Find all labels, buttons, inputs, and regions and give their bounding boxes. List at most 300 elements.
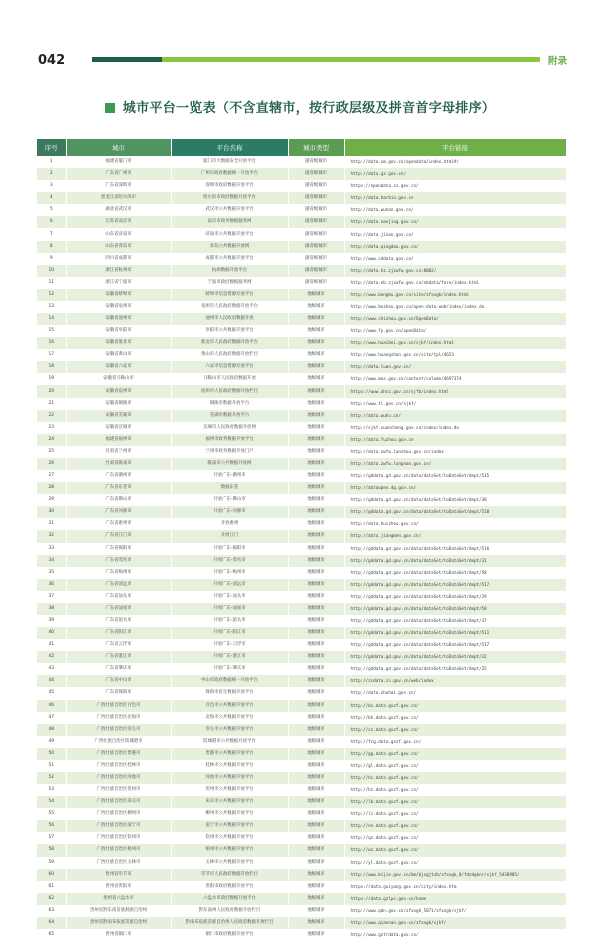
cell-platform-name: 开放广东-揭阳市: [171, 543, 288, 555]
cell-city-type: 地级城市: [288, 929, 344, 941]
cell-link[interactable]: http://gddata.gd.gov.cn/data/dataSet/toDataSet/dept/50: [344, 603, 566, 615]
cell-city: 贵州省六盘水市: [66, 893, 171, 905]
cell-city: 广东省深圳市: [66, 180, 171, 192]
cell-city: 安徽省马鞍山市: [66, 373, 171, 385]
cell-link[interactable]: http://gddata.gd.gov.cn/data/dataSet/toDataSet/dept/511: [344, 627, 566, 639]
cell-link[interactable]: http://gddata.gd.gov.cn/data/dataSet/toDataSet/dept/25: [344, 663, 566, 675]
cell-link[interactable]: http://data.zwfw.lanzhou.gov.cn/index: [344, 446, 566, 458]
table-row: [37, 337, 566, 349]
cell-city: 江苏省南京市: [66, 216, 171, 228]
cell-city-type: 副省级城市: [288, 216, 344, 228]
cell-platform-name: 黔东南州人民政府数据开放栏目: [171, 905, 288, 917]
cell-link[interactable]: http://data.fuzhou.gov.cn: [344, 434, 566, 446]
cell-index: 31: [37, 518, 66, 530]
cell-city: 浙江省宁波市: [66, 277, 171, 289]
cell-link[interactable]: http://sjkf.xuancheng.gov.cn/index/index.do: [344, 422, 566, 434]
cell-index: 54: [37, 796, 66, 808]
cell-platform-name: 开放广东-清远市: [171, 579, 288, 591]
cell-city-type: 地级城市: [288, 325, 344, 337]
cell-index: 24: [37, 434, 66, 446]
cell-platform-name: 桂林市公共数据开放平台: [171, 760, 288, 772]
cell-index: 48: [37, 724, 66, 736]
table-row: [37, 543, 566, 555]
cell-index: 19: [37, 373, 66, 385]
cell-link[interactable]: http://gg.data.gxzf.gov.cn/: [344, 748, 566, 760]
table-row: [37, 349, 566, 361]
cell-city: 广东省东莞市: [66, 482, 171, 494]
cell-index: 25: [37, 446, 66, 458]
page-header: [0, 48, 600, 72]
cell-city: 安徽省宿州市: [66, 385, 171, 397]
cell-city: 广西壮族自治区南宁市: [66, 820, 171, 832]
cell-platform-name: 贵阳市政府数据开放平台: [171, 881, 288, 893]
table-row: [37, 301, 566, 313]
cell-index: 16: [37, 337, 66, 349]
cell-index: 49: [37, 736, 66, 748]
cell-index: 30: [37, 506, 66, 518]
cell-platform-name: 兰州市政务数据开放门户: [171, 446, 288, 458]
cell-platform-name: 铜陵市数据开放平台: [171, 398, 288, 410]
cell-link[interactable]: http://gddata.gd.gov.cn/data/dataSet/toDataSet/dept/37: [344, 615, 566, 627]
table-row: [37, 204, 566, 216]
cell-index: 63: [37, 905, 66, 917]
cell-link[interactable]: http://www.gztrdata.gov.cn/: [344, 929, 566, 941]
cell-city: 安徽省亳州市: [66, 301, 171, 313]
cell-city: 广东省河源市: [66, 506, 171, 518]
cell-link[interactable]: http://data.wuhu.cn/: [344, 410, 566, 422]
cell-platform-name: 玉林市公共数据开放平台: [171, 857, 288, 869]
cell-link[interactable]: http://fcg.data.gxzf.gov.cn/: [344, 736, 566, 748]
cell-link[interactable]: http://qz.data.gxzf.gov.cn/: [344, 832, 566, 844]
cell-link[interactable]: http://lb.data.gxzf.gov.cn/: [344, 796, 566, 808]
table-title-row: [0, 97, 600, 116]
cell-city: 山东省济南市: [66, 228, 171, 240]
table-row: [37, 700, 566, 712]
cell-link[interactable]: http://data.harbin.gov.cn: [344, 192, 566, 204]
table-row: [37, 398, 566, 410]
table-row: [37, 893, 566, 905]
cell-index: 42: [37, 651, 66, 663]
cell-city: 广东省汕尾市: [66, 603, 171, 615]
cell-city: 广东省梅州市: [66, 567, 171, 579]
cell-platform-name: 蚌埠市信息资源开放平台: [171, 289, 288, 301]
table-row: [37, 313, 566, 325]
cell-index: 8: [37, 241, 66, 253]
cell-city-type: 副省级城市: [288, 253, 344, 265]
cell-city-type: 地级城市: [288, 470, 344, 482]
header-rule-light: [162, 57, 540, 62]
cell-index: 33: [37, 543, 66, 555]
cell-platform-name: 厦门市大数据安全开放平台: [171, 156, 288, 168]
cell-platform-name: 济南市公共数据开放平台: [171, 228, 288, 240]
cell-platform-name: 南宁市公共数据开放平台: [171, 820, 288, 832]
cell-link[interactable]: http://data.jiangmen.gov.cn/: [344, 530, 566, 542]
cell-index: 26: [37, 458, 66, 470]
cell-link[interactable]: http://gl.data.gxzf.gov.cn/: [344, 760, 566, 772]
cell-link[interactable]: https://opendata.sz.gov.cn/: [344, 180, 566, 192]
cell-city-type: 副省级城市: [288, 228, 344, 240]
cell-platform-name: 开放广东-潮州市: [171, 470, 288, 482]
cell-link[interactable]: http://cz.data.gxzf.gov.cn/: [344, 724, 566, 736]
table-row: [37, 796, 566, 808]
cell-platform-name: 北海市公共数据开放平台: [171, 712, 288, 724]
cell-link[interactable]: http://dataopen.dg.gov.cn/: [344, 482, 566, 494]
cell-city-type: 地级城市: [288, 627, 344, 639]
cell-platform-name: 河池市公共数据开放平台: [171, 772, 288, 784]
cell-city-type: 副省级城市: [288, 204, 344, 216]
cell-city-type: 地级城市: [288, 736, 344, 748]
table-row: [37, 615, 566, 627]
cell-index: 13: [37, 301, 66, 313]
table-row: [37, 228, 566, 240]
cell-city: 贵州省黔东南苗族侗族自治州: [66, 905, 171, 917]
cell-index: 21: [37, 398, 66, 410]
cell-index: 11: [37, 277, 66, 289]
cell-index: 1: [37, 156, 66, 168]
cell-city-type: 地级城市: [288, 458, 344, 470]
table-row: [37, 192, 566, 204]
cell-link[interactable]: http://www.bengbu.gov.cn/site/zfxxgk/index.html: [344, 289, 566, 301]
cell-link[interactable]: https://data.guiyang.gov.cn/city/index.htm: [344, 881, 566, 893]
cell-platform-name: 铜仁市政府数据开放平台: [171, 929, 288, 941]
cell-link[interactable]: http://www.bijie.gov.cn/bm/bjsgjtzb/zfxxgk_0/fdzdgknr/sjkf_5438985/: [344, 869, 566, 881]
cell-city: 广东省云浮市: [66, 639, 171, 651]
table-row: [37, 820, 566, 832]
cell-city: 安徽省池州市: [66, 313, 171, 325]
table-row: [37, 772, 566, 784]
table-row: [37, 506, 566, 518]
cell-city: 广西壮族自治区玉林市: [66, 857, 171, 869]
cell-platform-name: 福州市政务数据开放平台: [171, 434, 288, 446]
cell-city: 安徽省阜阳市: [66, 325, 171, 337]
cell-index: 56: [37, 820, 66, 832]
cell-link[interactable]: http://gddata.gd.gov.cn/data/dataSet/toDataSet/dept/31: [344, 555, 566, 567]
cell-city-type: 地级城市: [288, 869, 344, 881]
table-row: [37, 265, 566, 277]
cell-platform-name: 马鞍山市人民政府数据开放: [171, 373, 288, 385]
cell-city-type: 地级城市: [288, 494, 344, 506]
cell-index: 60: [37, 869, 66, 881]
cell-city-type: 地级城市: [288, 748, 344, 760]
cell-city-type: 地级城市: [288, 615, 344, 627]
cell-city: 安徽省芜湖市: [66, 410, 171, 422]
cell-link[interactable]: http://www.tl.gov.cn/sjkf/: [344, 398, 566, 410]
cell-platform-name: 防城港市公共数据开放平台: [171, 736, 288, 748]
table-row: [37, 325, 566, 337]
cell-platform-name: 宿州市人民政府数据开放栏目: [171, 385, 288, 397]
table-row: [37, 675, 566, 687]
cell-platform-name: 黄山市人民政府数据开放栏目: [171, 349, 288, 361]
cell-index: 15: [37, 325, 66, 337]
title-square-icon: [105, 103, 115, 113]
cell-link[interactable]: http://data.zhuhai.gov.cn/: [344, 687, 566, 699]
cell-index: 2: [37, 168, 66, 180]
cell-platform-name: 珠海市民生数据开放平台: [171, 687, 288, 699]
cell-link[interactable]: http://www.huaibei.gov.cn/sjkf/index.html: [344, 337, 566, 349]
cell-link[interactable]: http://nn.data.gxzf.gov.cn/: [344, 820, 566, 832]
table-row: [37, 434, 566, 446]
cell-link[interactable]: http://bs.data.gxzf.gov.cn/: [344, 700, 566, 712]
table-row: [37, 361, 566, 373]
table-row: [37, 651, 566, 663]
table-row: [37, 603, 566, 615]
cell-index: 35: [37, 567, 66, 579]
cell-platform-name: 六盘水市政府数据开放平台: [171, 893, 288, 905]
cell-platform-name: 柳州市公共数据开放平台: [171, 808, 288, 820]
cell-city-type: 地级城市: [288, 591, 344, 603]
cell-platform-name: 杭州数据开放平台: [171, 265, 288, 277]
header-cell-city-type: 城市类型: [288, 139, 344, 156]
cell-index: 23: [37, 422, 66, 434]
cell-city: 广东省江门市: [66, 530, 171, 542]
cell-city-type: 地级城市: [288, 905, 344, 917]
cell-city-type: 地级城市: [288, 857, 344, 869]
cell-city-type: 地级城市: [288, 579, 344, 591]
cell-platform-name: 六安市信息资源开放平台: [171, 361, 288, 373]
table-row: [37, 446, 566, 458]
cell-link[interactable]: http://data.wuhan.gov.cn/: [344, 204, 566, 216]
cell-link[interactable]: http://data.zwfw.longnan.gov.cn/: [344, 458, 566, 470]
cell-platform-name: 亳州市人民政府数据开放平台: [171, 301, 288, 313]
cell-city: 广东省广州市: [66, 168, 171, 180]
cell-index: 58: [37, 844, 66, 856]
cell-index: 51: [37, 760, 66, 772]
cell-platform-name: 武汉市公共数据开放平台: [171, 204, 288, 216]
cell-index: 43: [37, 663, 66, 675]
cell-city-type: 地级城市: [288, 518, 344, 530]
cell-platform-name: 池州市人民政府数据开放: [171, 313, 288, 325]
cell-platform-name: 广州市政府数据统一开放平台: [171, 168, 288, 180]
table-row: [37, 639, 566, 651]
cell-city-type: 地级城市: [288, 687, 344, 699]
cell-link[interactable]: http://data.huizhou.gov.cn/: [344, 518, 566, 530]
cell-link[interactable]: https://data.gzlps.gov.cn/home: [344, 893, 566, 905]
cell-link[interactable]: http://gddata.gd.gov.cn/data/dataSet/toDataSet/dept/517: [344, 639, 566, 651]
table-row: [37, 289, 566, 301]
cell-link[interactable]: http://gddata.gd.gov.cn/data/dataSet/toDataSet/dept/517: [344, 579, 566, 591]
cell-platform-name: 哈尔滨市政府数据开放平台: [171, 192, 288, 204]
cell-link[interactable]: http://gddata.gd.gov.cn/data/dataSet/toDataSet/dept/32: [344, 651, 566, 663]
cell-link[interactable]: http://www.chizhou.gov.cn/OpenData/: [344, 313, 566, 325]
cell-city-type: 地级城市: [288, 506, 344, 518]
cell-index: 59: [37, 857, 66, 869]
table-row: [37, 748, 566, 760]
cell-city-type: 地级城市: [288, 543, 344, 555]
cell-link[interactable]: http://data.hz.zjzwfw.gov.cn:8082/: [344, 265, 566, 277]
table-row: [37, 482, 566, 494]
table-row: [37, 784, 566, 796]
cell-city: 广西壮族自治区桂林市: [66, 760, 171, 772]
cell-city: 湖北省武汉市: [66, 204, 171, 216]
cell-link[interactable]: http://hc.data.gxzf.gov.cn/: [344, 772, 566, 784]
cell-city: 广西壮族自治区北海市: [66, 712, 171, 724]
cell-link[interactable]: http://data.luan.gov.cn/: [344, 361, 566, 373]
cell-city-type: 地级城市: [288, 675, 344, 687]
table-row: [37, 917, 566, 929]
cell-platform-name: 青岛公共数据开放网: [171, 241, 288, 253]
cell-city-type: 地级城市: [288, 881, 344, 893]
cell-city-type: 地级城市: [288, 893, 344, 905]
cell-city-type: 地级城市: [288, 313, 344, 325]
cell-link[interactable]: http://yl.data.gxzf.gov.cn/: [344, 857, 566, 869]
cell-index: 39: [37, 615, 66, 627]
cell-link[interactable]: http://www.cddata.gov.cn/: [344, 253, 566, 265]
cell-link[interactable]: https://www.ahsz.gov.cn/sjfb/index.html: [344, 385, 566, 397]
cell-index: 28: [37, 482, 66, 494]
cell-platform-name: 开放广东-汕尾市: [171, 603, 288, 615]
cell-platform-name: 阜阳市公共数据开放平台: [171, 325, 288, 337]
cell-index: 45: [37, 687, 66, 699]
cell-city-type: 地级城市: [288, 651, 344, 663]
cell-platform-name: 成都市公共数据开放平台: [171, 253, 288, 265]
cell-link[interactable]: http://bh.data.gxzf.gov.cn/: [344, 712, 566, 724]
cell-city: 广西壮族自治区柳州市: [66, 808, 171, 820]
cell-index: 57: [37, 832, 66, 844]
cell-link[interactable]: http://www.fy.gov.cn/openData/: [344, 325, 566, 337]
cell-link[interactable]: http://www.bozhou.gov.cn/open-data-web/index/index.do: [344, 301, 566, 313]
cell-link[interactable]: http://gddata.gd.gov.cn/data/dataSet/toDataSet/dept/38: [344, 494, 566, 506]
cell-city: 贵州省铜仁市: [66, 929, 171, 941]
cell-index: 47: [37, 712, 66, 724]
table-row: [37, 724, 566, 736]
cell-city: 甘肃省陇南市: [66, 458, 171, 470]
cell-platform-name: 开放广东-佛山市: [171, 494, 288, 506]
cell-platform-name: 宣城市人民政府数据开放网: [171, 422, 288, 434]
cell-link[interactable]: http://gddata.gd.gov.cn/data/dataSet/toDataSet/dept/510: [344, 506, 566, 518]
cell-city: 广东省揭阳市: [66, 543, 171, 555]
cell-platform-name: 淮北市人民政府数据开放平台: [171, 337, 288, 349]
table-row: [37, 857, 566, 869]
cell-link[interactable]: http://gddata.gd.gov.cn/data/dataSet/toDataSet/dept/515: [344, 470, 566, 482]
table-row: [37, 844, 566, 856]
cell-city-type: 地级城市: [288, 832, 344, 844]
cell-city-type: 地级城市: [288, 555, 344, 567]
cell-platform-name: 宁波市政府数据服务网: [171, 277, 288, 289]
header-rule-dark: [92, 57, 162, 62]
table-row: [37, 869, 566, 881]
cell-platform-name: 开放广东-韶关市: [171, 615, 288, 627]
cell-city-type: 地级城市: [288, 530, 344, 542]
cell-link[interactable]: http://gddata.gd.gov.cn/data/dataSet/toDataSet/dept/516: [344, 543, 566, 555]
cell-city: 四川省成都市: [66, 253, 171, 265]
table-row: [37, 530, 566, 542]
cell-index: 62: [37, 893, 66, 905]
cell-city-type: 副省级城市: [288, 265, 344, 277]
cell-city-type: 地级城市: [288, 820, 344, 832]
header-cell-platform: 平台名称: [171, 139, 288, 156]
cell-link[interactable]: http://gddata.gd.gov.cn/data/dataSet/toDataSet/dept/58: [344, 567, 566, 579]
cell-city: 安徽省宣城市: [66, 422, 171, 434]
cell-link[interactable]: http://lz.data.gxzf.gov.cn/: [344, 808, 566, 820]
cell-link[interactable]: http://www.huangshan.gov.cn/site/tpl/4653: [344, 349, 566, 361]
cell-city: 广东省清远市: [66, 579, 171, 591]
cell-platform-name: 崇左市公共数据开放平台: [171, 724, 288, 736]
cell-city-type: 地级城市: [288, 482, 344, 494]
cell-index: 44: [37, 675, 66, 687]
cell-link[interactable]: http://data.qingdao.gov.cn/: [344, 241, 566, 253]
cell-index: 40: [37, 627, 66, 639]
cell-index: 38: [37, 603, 66, 615]
cell-city-type: 副省级城市: [288, 168, 344, 180]
cell-platform-name: 开放广东-湛江市: [171, 651, 288, 663]
city-platform-table: [37, 139, 567, 941]
cell-city: 浙江省杭州市: [66, 265, 171, 277]
header-cell-index: 序号: [37, 139, 66, 156]
cell-index: 46: [37, 700, 66, 712]
cell-index: 50: [37, 748, 66, 760]
header-cell-city: 城市: [66, 139, 171, 156]
cell-city-type: 地级城市: [288, 373, 344, 385]
table-row: [37, 458, 566, 470]
cell-city-type: 地级城市: [288, 385, 344, 397]
cell-city: 广东省佛山市: [66, 494, 171, 506]
cell-index: 53: [37, 784, 66, 796]
cell-city: 广东省韶关市: [66, 615, 171, 627]
table-row: [37, 591, 566, 603]
cell-platform-name: 开放广东-梅州市: [171, 567, 288, 579]
cell-city: 甘肃省兰州市: [66, 446, 171, 458]
cell-index: 41: [37, 639, 66, 651]
cell-link[interactable]: http://www.qiannan.gov.cn/zfxxgk/sjkf/: [344, 917, 566, 929]
cell-city-type: 副省级城市: [288, 192, 344, 204]
cell-link[interactable]: http://data.nanjing.gov.cn/: [344, 216, 566, 228]
cell-link[interactable]: http://data.gz.gov.cn/: [344, 168, 566, 180]
cell-city: 安徽省淮北市: [66, 337, 171, 349]
cell-city: 广西壮族自治区钦州市: [66, 832, 171, 844]
cell-index: 10: [37, 265, 66, 277]
cell-city: 贵州省毕节市: [66, 869, 171, 881]
table-row: [37, 736, 566, 748]
cell-city: 广西壮族自治区百色市: [66, 700, 171, 712]
cell-city: 贵州省贵阳市: [66, 881, 171, 893]
cell-index: 34: [37, 555, 66, 567]
cell-city: 广西壮族自治区崇左市: [66, 724, 171, 736]
cell-city-type: 地级城市: [288, 917, 344, 929]
table-row: [37, 627, 566, 639]
cell-index: 64: [37, 917, 66, 929]
cell-platform-name: 开放惠州: [171, 518, 288, 530]
cell-platform-name: 贵港市公共数据开放平台: [171, 748, 288, 760]
cell-city: 广东省潮州市: [66, 470, 171, 482]
cell-city: 安徽省铜陵市: [66, 398, 171, 410]
cell-link[interactable]: http://data.nb.zjzwfw.gov.cn/nbdata/fore/index.html: [344, 277, 566, 289]
cell-city-type: 地级城市: [288, 434, 344, 446]
cell-link[interactable]: http://zsdata.zs.gov.cn/web/index: [344, 675, 566, 687]
cell-city: 广东省阳江市: [66, 627, 171, 639]
cell-link[interactable]: http://www.qdn.gov.cn/zfxxgk_5871/zfxxgk/sjkf/: [344, 905, 566, 917]
cell-link[interactable]: http://wz.data.gxzf.gov.cn/: [344, 844, 566, 856]
cell-index: 18: [37, 361, 66, 373]
cell-link[interactable]: http://hz.data.gxzf.gov.cn/: [344, 784, 566, 796]
cell-platform-name: 芜湖市数据开放平台: [171, 410, 288, 422]
table-row: [37, 518, 566, 530]
cell-city: 广东省中山市: [66, 675, 171, 687]
cell-city-type: 地级城市: [288, 349, 344, 361]
cell-platform-name: 深圳市政府数据开放平台: [171, 180, 288, 192]
cell-link[interactable]: http://gddata.gd.gov.cn/data/dataSet/toDataSet/dept/29: [344, 591, 566, 603]
cell-city: 广西壮族自治区河池市: [66, 772, 171, 784]
cell-city-type: 地级城市: [288, 844, 344, 856]
cell-city: 广东省肇庆市: [66, 663, 171, 675]
cell-link[interactable]: http://www.mas.gov.cn/content/column/4697374: [344, 373, 566, 385]
cell-index: 9: [37, 253, 66, 265]
cell-index: 3: [37, 180, 66, 192]
page-title: 城市平台一览表（不含直辖市，按行政层级及拼音首字母排序）: [122, 101, 496, 116]
cell-link[interactable]: http://data.jinan.gov.cn/: [344, 228, 566, 240]
cell-link[interactable]: http://data.xm.gov.cn/opendata/index.html#/: [344, 156, 566, 168]
cell-city-type: 副省级城市: [288, 277, 344, 289]
cell-platform-name: 开放广东-云浮市: [171, 639, 288, 651]
